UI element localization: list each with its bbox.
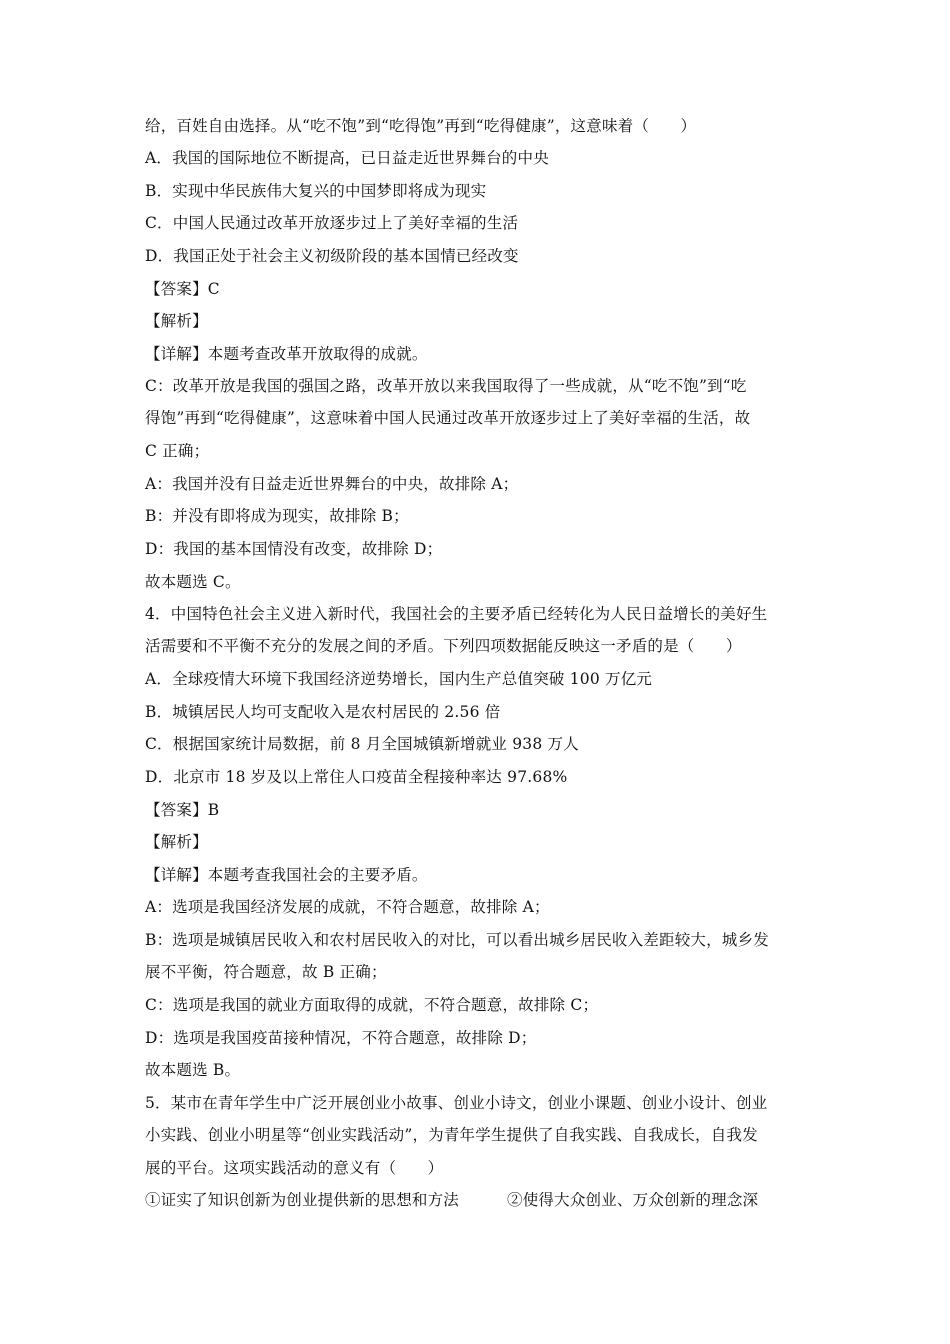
text-line: A：我国并没有日益走近世界舞台的中央，故排除 A； — [145, 475, 519, 493]
text-line: 展的平台。这项实践活动的意义有（ ） — [145, 1159, 444, 1177]
text-line: 给，百姓自由选择。从“吃不饱”到“吃得饱”再到“吃得健康”，这意味着（ ） — [145, 117, 697, 135]
answer-label: 【答案】B — [145, 801, 220, 819]
question-4: 4．中国特色社会主义进入新时代，我国社会的主要矛盾已经转化为人民日益增长的美好生 — [145, 605, 768, 623]
text-line: B：选项是城镇居民收入和农村居民收入的对比，可以看出城乡居民收入差距较大，城乡发 — [145, 931, 769, 949]
choice-row — [145, 1190, 758, 1210]
option-a: A．全球疫情大环境下我国经济逆势增长，国内生产总值突破 100 万亿元 — [145, 670, 653, 688]
choice-1: ①证实了知识创新为创业提供新的思想和方法 — [145, 1191, 460, 1209]
text-line: 展不平衡，符合题意，故 B 正确； — [145, 963, 387, 981]
text-line: C：选项是我国的就业方面取得的成就，不符合题意，故排除 C； — [145, 996, 599, 1014]
text-line: 活需要和不平衡不充分的发展之间的矛盾。下列四项数据能反映这一矛盾的是（ ） — [145, 637, 742, 655]
text-line: 小实践、创业小明星等“创业实践活动”，为青年学生提供了自我实践、自我成长，自我发 — [145, 1126, 758, 1144]
text-line: A：选项是我国经济发展的成就，不符合题意，故排除 A； — [145, 898, 550, 916]
text-line: 得饱”再到“吃得健康”，这意味着中国人民通过改革开放逐步过上了美好幸福的生活，故 — [145, 409, 751, 427]
text-line: B：并没有即将成为现实，故排除 B； — [145, 507, 409, 525]
analysis-label: 【解析】 — [145, 312, 208, 330]
option-c: C．中国人民通过改革开放逐步过上了美好幸福的生活 — [145, 214, 519, 232]
option-c: C．根据国家统计局数据，前 8 月全国城镇新增就业 938 万人 — [145, 735, 579, 753]
text-line: C 正确； — [145, 442, 210, 460]
analysis-label: 【解析】 — [145, 833, 208, 851]
question-5: 5．某市在青年学生中广泛开展创业小故事、创业小诗文，创业小课题、创业小设计、创业 — [145, 1094, 768, 1112]
option-d: D．我国正处于社会主义初级阶段的基本国情已经改变 — [145, 247, 519, 265]
text-line: 故本题选 B。 — [145, 1061, 241, 1079]
option-b: B．城镇居民人均可支配收入是农村居民的 2.56 倍 — [145, 703, 501, 721]
text-line: D：选项是我国疫苗接种情况，不符合题意，故排除 D； — [145, 1029, 537, 1047]
option-d: D．北京市 18 岁及以上常住人口疫苗全程接种率达 97.68% — [145, 768, 568, 786]
text-line: C：改革开放是我国的强国之路，改革开放以来我国取得了一些成就，从“吃不饱”到“吃 — [145, 377, 747, 395]
text-line: 故本题选 C。 — [145, 573, 241, 591]
option-a: A．我国的国际地位不断提高，已日益走近世界舞台的中央 — [145, 149, 549, 167]
choice-2: ②使得大众创业、万众创新的理念深 — [507, 1191, 759, 1209]
answer-label: 【答案】C — [145, 280, 220, 298]
detail-text: 【详解】本题考查我国社会的主要矛盾。 — [145, 866, 428, 884]
option-b: B．实现中华民族伟大复兴的中国梦即将成为现实 — [145, 182, 487, 200]
detail-text: 【详解】本题考查改革开放取得的成就。 — [145, 345, 428, 363]
text-line: D：我国的基本国情没有改变，故排除 D； — [145, 540, 443, 558]
